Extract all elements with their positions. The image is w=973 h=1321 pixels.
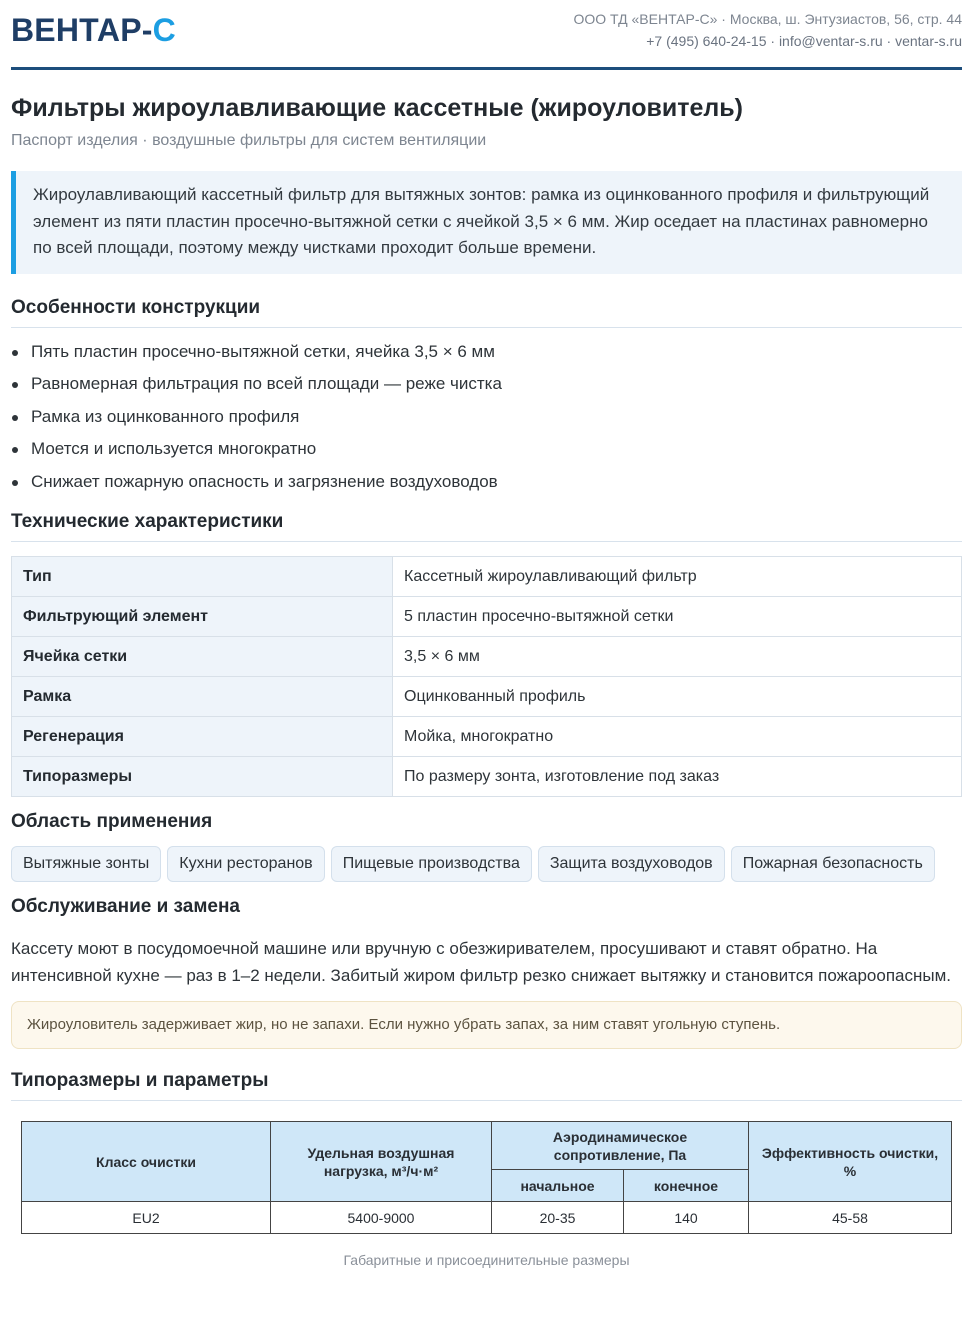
- application-tag[interactable]: Пожарная безопасность: [731, 846, 935, 882]
- company-address: ООО ТД «ВЕНТАР-С» · Москва, ш. Энтузиастов, 56, стр. 44: [573, 11, 962, 27]
- service-text: Кассету моют в посудомоечной машине или вручную с обезжиривателем, просушивают и ставят обратно. На интенсивной кухне — раз в 1–2 недели. Забитый жиром фильтр резко снижает вытяжку и становится пожароопасным.: [11, 939, 952, 985]
- company-contacts: [574, 8, 963, 52]
- feature-item: Равномерная фильтрация по всей площади — реже чистка: [11, 368, 962, 401]
- company-logo[interactable]: [11, 12, 176, 49]
- col-header-resistance: Аэродинамическое сопротивление, Па: [492, 1122, 749, 1170]
- feature-item: Моется и используется многократно: [11, 433, 962, 466]
- specs-heading: Технические характеристики: [11, 511, 962, 542]
- spec-value: 5 пластин просечно-вытяжной сетки: [393, 597, 962, 637]
- cell-load: 5400-9000: [271, 1202, 492, 1234]
- col-header-load: Удельная воздушная нагрузка, м³/ч·м²: [271, 1122, 492, 1202]
- intro-callout: Жироулавливающий кассетный фильтр для вытяжных зонтов: рамка из оцинкованного профиля и фильтрующий элемент из пяти пластин просечно-вытяжной сетки с ячейкой 3,5 × 6 мм. Жир оседает на пластинах равномерно по всей площади, поэтому между чистками проходит больше времени.: [11, 171, 962, 274]
- warning-note: Жироуловитель задерживает жир, но не запахи. Если нужно убрать запах, за ним ставят угольную ступень.: [11, 1001, 962, 1049]
- company-phone-email-site: +7 (495) 640-24-15 · info@ventar-s.ru · ventar-s.ru: [646, 33, 962, 49]
- spec-key: Типоразмеры: [12, 757, 393, 797]
- sizes-table-wrap: [11, 1121, 962, 1234]
- feature-item: Снижает пожарную опасность и загрязнение воздуховодов: [11, 466, 962, 499]
- features-list: [11, 336, 962, 499]
- table-row: [12, 757, 962, 797]
- spec-value: Кассетный жироулавливающий фильтр: [393, 557, 962, 597]
- table-row: [12, 677, 962, 717]
- spec-value: По размеру зонта, изготовление под заказ: [393, 757, 962, 797]
- page-header: [11, 0, 962, 70]
- cell-initial: 20-35: [492, 1202, 624, 1234]
- spec-key: Тип: [12, 557, 393, 597]
- sizes-heading: Типоразмеры и параметры: [11, 1070, 962, 1101]
- spec-key: Фильтрующий элемент: [12, 597, 393, 637]
- page-title: Фильтры жироулавливающие кассетные (жироуловитель): [11, 94, 743, 122]
- table-header-row: [22, 1122, 952, 1170]
- application-tag[interactable]: Пищевые производства: [331, 846, 532, 882]
- table-row: [12, 597, 962, 637]
- feature-item: Рамка из оцинкованного профиля: [11, 401, 962, 434]
- spec-key: Регенерация: [12, 717, 393, 757]
- table-row: [22, 1202, 952, 1234]
- spec-value: 3,5 × 6 мм: [393, 637, 962, 677]
- table-row: [12, 717, 962, 757]
- applications-heading: Область применения: [11, 811, 213, 832]
- application-tag[interactable]: Кухни ресторанов: [167, 846, 324, 882]
- spec-key: Рамка: [12, 677, 393, 717]
- table-row: [12, 637, 962, 677]
- col-header-class: Класс очистки: [22, 1122, 271, 1202]
- application-tag[interactable]: Вытяжные зонты: [11, 846, 161, 882]
- logo-main-text: ВЕНТАР-: [11, 12, 153, 48]
- application-tags: [11, 846, 962, 882]
- service-heading: Обслуживание и замена: [11, 896, 240, 917]
- table-row: [12, 557, 962, 597]
- spec-key: Ячейка сетки: [12, 637, 393, 677]
- col-header-initial: начальное: [492, 1170, 624, 1202]
- cell-class: EU2: [22, 1202, 271, 1234]
- application-tag[interactable]: Защита воздуховодов: [538, 846, 725, 882]
- col-header-final: конечное: [624, 1170, 749, 1202]
- sizes-table: [21, 1121, 952, 1234]
- drawing-caption: Габаритные и присоединительные размеры: [343, 1252, 630, 1268]
- cell-final: 140: [624, 1202, 749, 1234]
- spec-value: Мойка, многократно: [393, 717, 962, 757]
- col-header-efficiency: Эффективность очистки, %: [749, 1122, 952, 1202]
- specs-table: [11, 556, 962, 797]
- spec-value: Оцинкованный профиль: [393, 677, 962, 717]
- cell-efficiency: 45-58: [749, 1202, 952, 1234]
- feature-item: Пять пластин просечно-вытяжной сетки, ячейка 3,5 × 6 мм: [11, 336, 962, 369]
- logo-accent-text: С: [152, 12, 176, 48]
- page-subtitle: Паспорт изделия · воздушные фильтры для систем вентиляции: [11, 132, 487, 149]
- features-heading: Особенности конструкции: [11, 297, 962, 328]
